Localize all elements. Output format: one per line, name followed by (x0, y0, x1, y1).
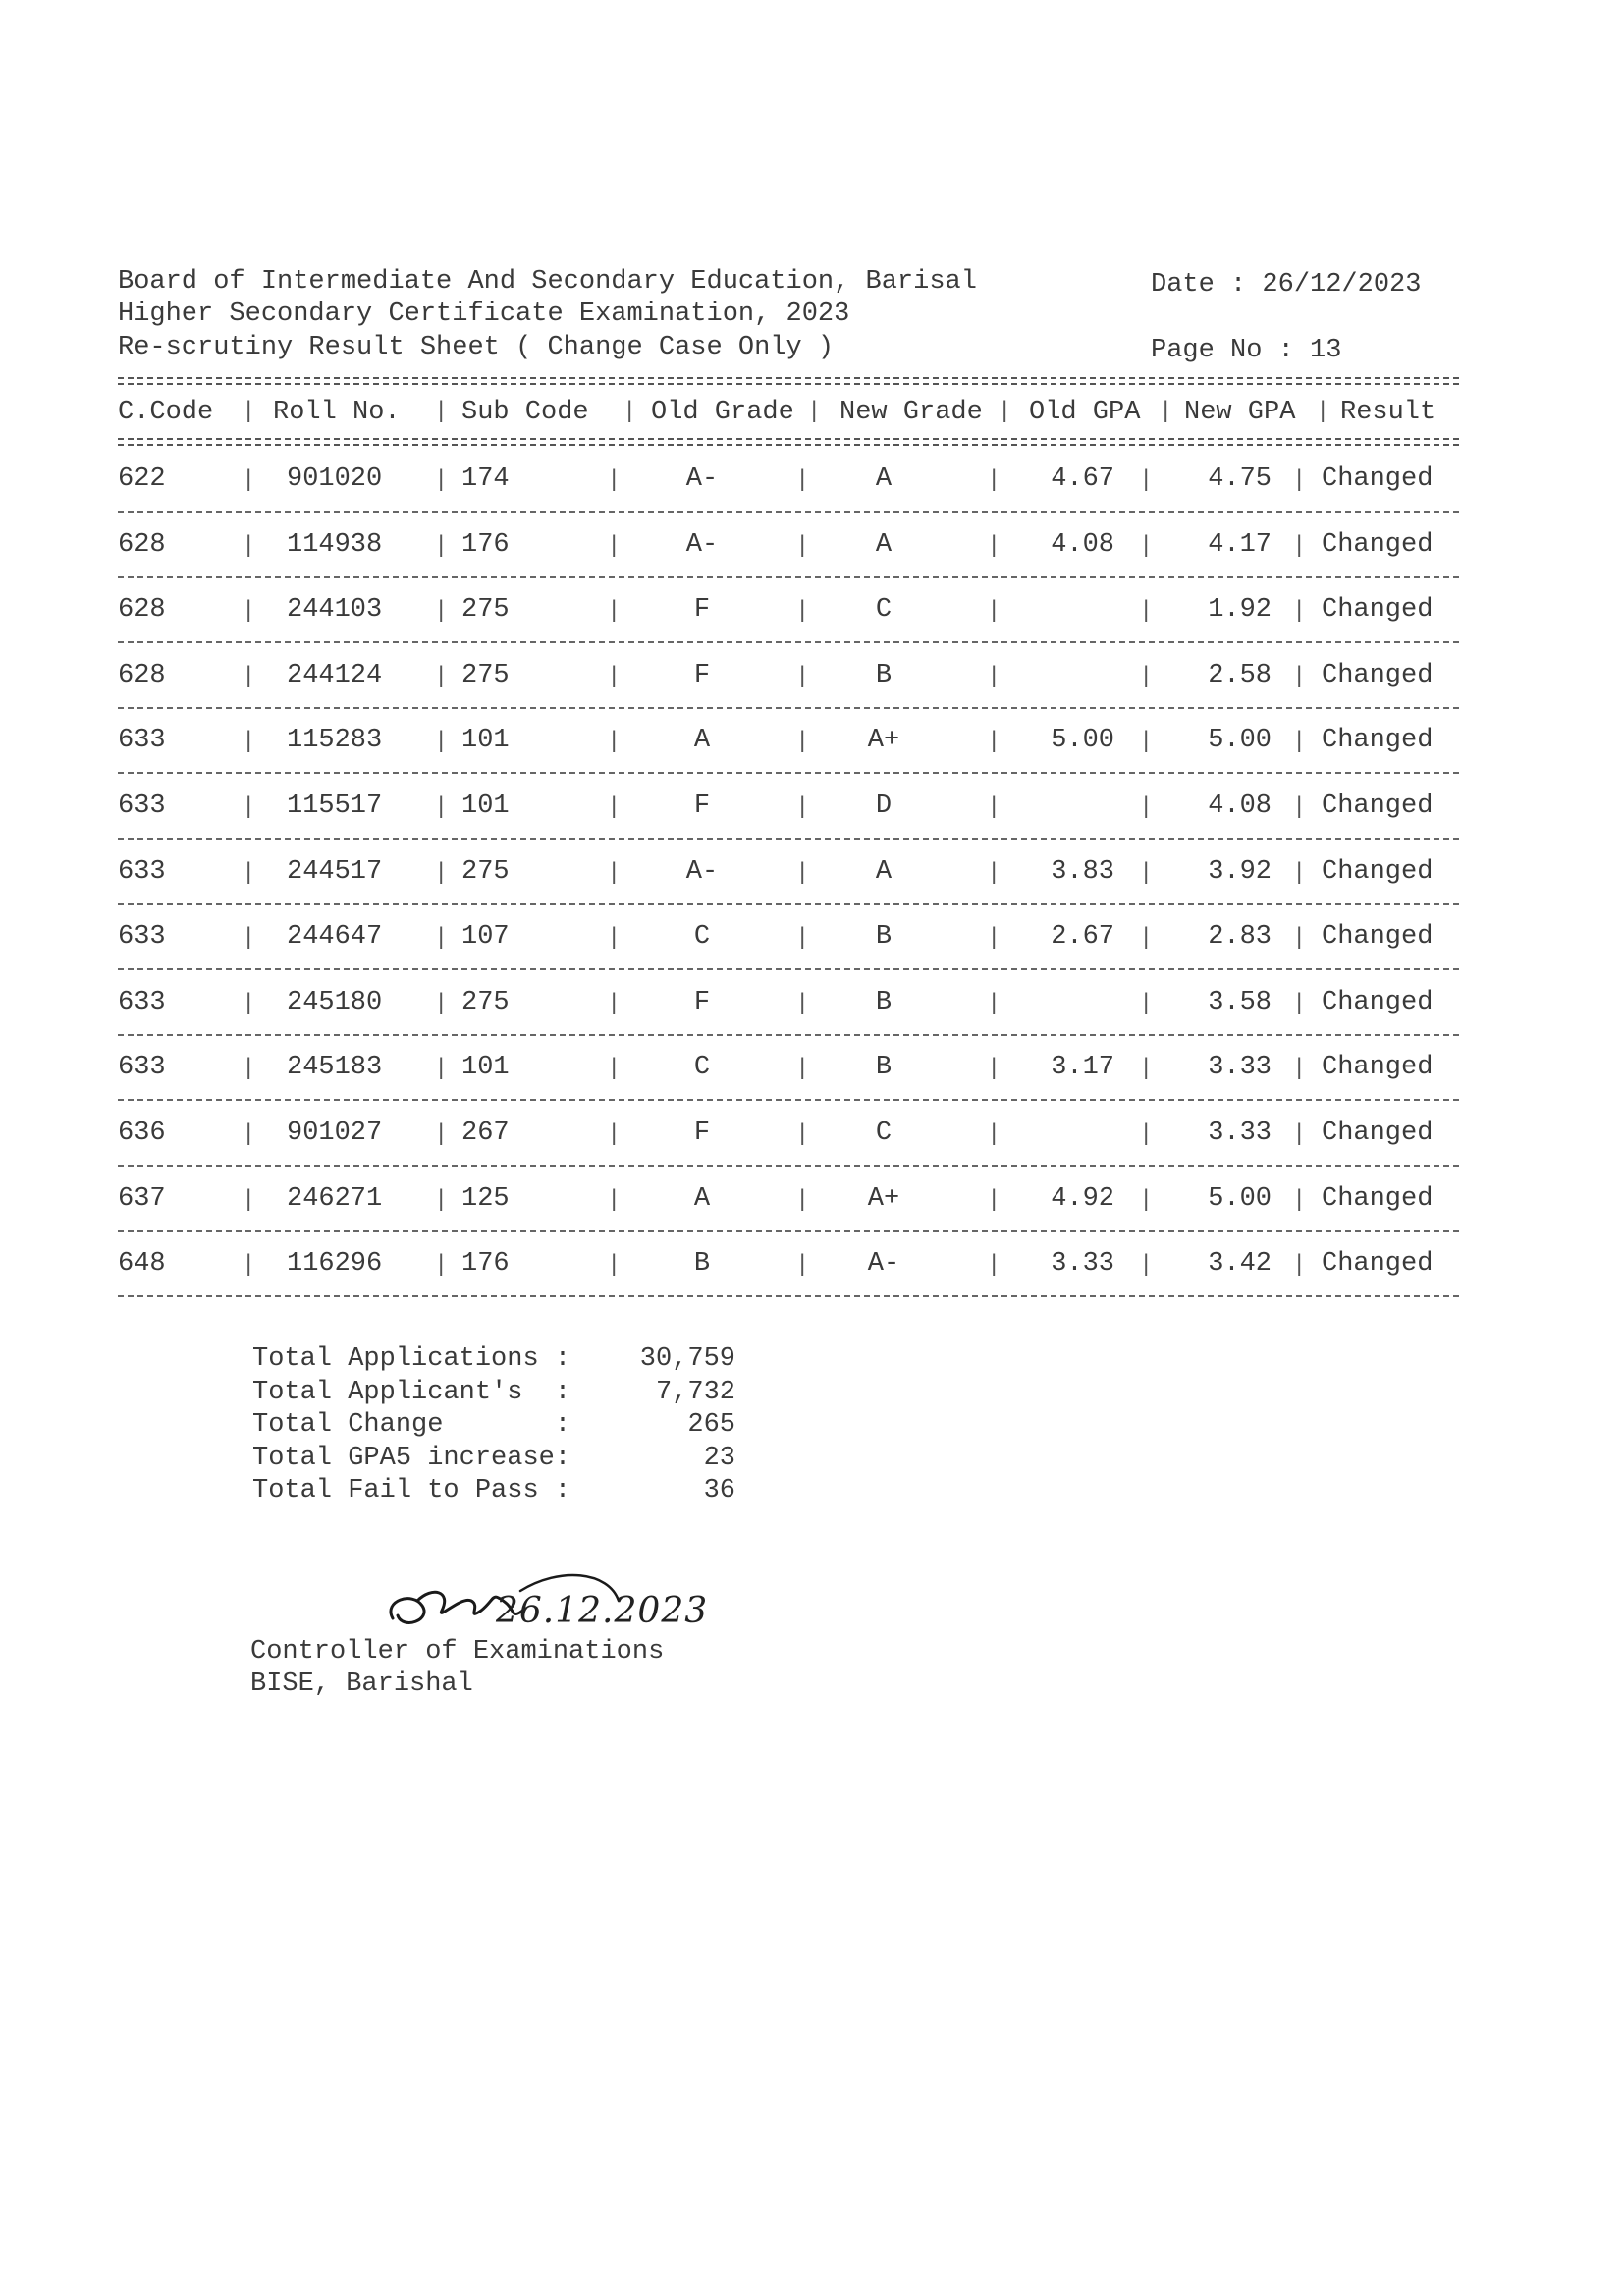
cell-ccode: 633 (118, 987, 166, 1017)
column-separator: | (987, 1056, 1001, 1083)
cell-new-gpa: 4.17 (1208, 529, 1272, 560)
cell-result: Changed (1322, 1119, 1434, 1148)
cell-old-gpa: 4.92 (1051, 1183, 1114, 1214)
column-separator: | (607, 859, 622, 887)
cell-result: Changed (1322, 726, 1434, 756)
cell-old-gpa: 2.67 (1051, 922, 1114, 953)
summary-value: 265 (687, 1410, 735, 1440)
cell-sub: 267 (461, 1119, 510, 1148)
column-separator: | (434, 1252, 449, 1280)
cell-roll: 245183 (287, 1053, 383, 1083)
cell-sub: 275 (461, 987, 510, 1017)
column-separator: | (1292, 1186, 1307, 1214)
cell-ccode: 622 (118, 465, 166, 494)
column-separator: | (607, 663, 622, 690)
cell-old-grade: F (693, 792, 711, 821)
cell-sub: 101 (461, 792, 510, 821)
column-separator: | (607, 925, 622, 953)
column-separator: | (434, 1186, 449, 1214)
cell-sub: 125 (461, 1183, 510, 1214)
cell-sub: 107 (461, 922, 510, 953)
column-separator: | (434, 1056, 449, 1083)
cell-ccode: 633 (118, 1053, 166, 1083)
column-separator: | (987, 532, 1001, 560)
cell-sub: 101 (461, 726, 510, 756)
column-separator: | (1139, 1121, 1154, 1148)
column-separator: | (807, 399, 822, 425)
column-separator: | (434, 990, 449, 1017)
column-separator: | (1139, 1252, 1154, 1280)
column-separator: | (434, 794, 449, 821)
column-separator: | (607, 467, 622, 494)
cell-ccode: 628 (118, 595, 166, 626)
cell-new-gpa: 4.75 (1208, 465, 1272, 494)
row-divider (118, 1165, 1459, 1167)
cell-roll: 901027 (287, 1119, 383, 1148)
signature-date: 26.12.2023 (496, 1591, 709, 1631)
cell-sub: 174 (461, 465, 510, 494)
cell-result: Changed (1322, 595, 1434, 626)
column-separator: | (795, 1056, 810, 1083)
column-separator: | (607, 598, 622, 626)
column-header: Old Grade (651, 398, 794, 427)
column-separator: | (1292, 859, 1307, 887)
column-separator: | (1292, 532, 1307, 560)
cell-new-grade: A- (867, 1249, 900, 1280)
cell-roll: 245180 (287, 987, 383, 1017)
header-rule-bottom (118, 438, 1459, 446)
cell-result: Changed (1322, 1183, 1434, 1214)
cell-roll: 114938 (287, 529, 383, 560)
column-separator: | (607, 729, 622, 756)
row-divider (118, 1295, 1459, 1297)
column-separator: | (434, 598, 449, 626)
column-separator: | (795, 925, 810, 953)
column-separator: | (242, 1186, 256, 1214)
row-divider (118, 1230, 1459, 1232)
summary-label: Total Change : (252, 1410, 571, 1440)
cell-old-grade: F (693, 595, 711, 626)
cell-old-grade: A- (685, 856, 719, 887)
cell-new-gpa: 5.00 (1208, 1183, 1272, 1214)
column-separator: | (623, 399, 637, 425)
cell-old-grade: A- (685, 465, 719, 494)
cell-sub: 275 (461, 660, 510, 690)
summary-value: 30,759 (639, 1344, 735, 1374)
column-header: C.Code (118, 398, 214, 427)
cell-new-grade: B (875, 922, 893, 953)
cell-old-grade: F (693, 987, 711, 1017)
column-separator: | (607, 532, 622, 560)
column-separator: | (1139, 663, 1154, 690)
cell-new-grade: A (875, 465, 893, 494)
column-separator: | (1292, 1121, 1307, 1148)
column-separator: | (242, 925, 256, 953)
cell-result: Changed (1322, 987, 1434, 1017)
summary-label: Total Applications : (252, 1344, 571, 1374)
cell-sub: 176 (461, 529, 510, 560)
column-separator: | (987, 859, 1001, 887)
cell-new-grade: D (875, 792, 893, 821)
cell-sub: 101 (461, 1053, 510, 1083)
cell-new-grade: B (875, 660, 893, 690)
column-separator: | (434, 399, 449, 425)
row-divider (118, 1099, 1459, 1101)
column-separator: | (1292, 729, 1307, 756)
cell-ccode: 633 (118, 792, 166, 821)
column-separator: | (1159, 399, 1173, 425)
summary-label: Total GPA5 increase: (252, 1443, 571, 1473)
cell-roll: 244647 (287, 922, 383, 953)
column-separator: | (987, 598, 1001, 626)
cell-roll: 244517 (287, 856, 383, 887)
column-separator: | (434, 859, 449, 887)
cell-sub: 176 (461, 1249, 510, 1280)
column-separator: | (1292, 598, 1307, 626)
summary-value: 23 (703, 1443, 735, 1473)
cell-new-grade: B (875, 987, 893, 1017)
column-separator: | (1139, 467, 1154, 494)
cell-old-grade: C (693, 922, 711, 953)
column-separator: | (1139, 859, 1154, 887)
row-divider (118, 968, 1459, 970)
column-separator: | (242, 663, 256, 690)
column-separator: | (987, 1252, 1001, 1280)
column-separator: | (607, 794, 622, 821)
column-separator: | (987, 925, 1001, 953)
signatory-title: Controller of Examinations (250, 1637, 665, 1667)
column-separator: | (987, 467, 1001, 494)
column-separator: | (795, 1186, 810, 1214)
row-divider (118, 707, 1459, 709)
summary-label: Total Applicant's : (252, 1377, 571, 1407)
cell-ccode: 648 (118, 1249, 166, 1280)
column-header: New Grade (839, 398, 983, 427)
column-header: Old GPA (1029, 398, 1141, 427)
cell-sub: 275 (461, 856, 510, 887)
column-separator: | (1139, 925, 1154, 953)
cell-new-gpa: 2.83 (1208, 922, 1272, 953)
cell-roll: 901020 (287, 465, 383, 494)
column-separator: | (1139, 598, 1154, 626)
cell-new-gpa: 3.33 (1208, 1053, 1272, 1083)
column-separator: | (242, 1056, 256, 1083)
column-separator: | (795, 598, 810, 626)
cell-new-grade: C (875, 595, 893, 626)
column-header: Sub Code (461, 398, 589, 427)
column-separator: | (242, 794, 256, 821)
column-separator: | (1139, 532, 1154, 560)
row-divider (118, 511, 1459, 513)
column-separator: | (434, 1121, 449, 1148)
cell-result: Changed (1322, 660, 1434, 690)
cell-roll: 244124 (287, 660, 383, 690)
exam-name: Higher Secondary Certificate Examination, 2023 (118, 300, 850, 329)
cell-new-grade: A (875, 529, 893, 560)
column-separator: | (1139, 990, 1154, 1017)
column-separator: | (1139, 1056, 1154, 1083)
column-separator: | (1292, 467, 1307, 494)
column-separator: | (795, 532, 810, 560)
column-separator: | (795, 467, 810, 494)
column-separator: | (987, 794, 1001, 821)
column-separator: | (795, 729, 810, 756)
cell-old-gpa: 3.17 (1051, 1053, 1114, 1083)
cell-result: Changed (1322, 1053, 1434, 1083)
cell-old-grade: A (693, 1183, 711, 1214)
summary-value: 7,732 (655, 1377, 735, 1407)
summary-value: 36 (703, 1476, 735, 1505)
column-separator: | (242, 467, 256, 494)
cell-result: Changed (1322, 792, 1434, 821)
cell-ccode: 633 (118, 856, 166, 887)
sheet-date: Date : 26/12/2023 (1151, 270, 1422, 300)
cell-new-gpa: 3.33 (1208, 1119, 1272, 1148)
column-separator: | (607, 1121, 622, 1148)
column-separator: | (242, 729, 256, 756)
cell-new-gpa: 5.00 (1208, 726, 1272, 756)
cell-roll: 244103 (287, 595, 383, 626)
column-separator: | (242, 1121, 256, 1148)
column-separator: | (607, 1252, 622, 1280)
column-separator: | (998, 399, 1012, 425)
column-separator: | (434, 729, 449, 756)
column-separator: | (987, 1121, 1001, 1148)
column-separator: | (1292, 990, 1307, 1017)
cell-sub: 275 (461, 595, 510, 626)
cell-roll: 116296 (287, 1249, 383, 1280)
cell-new-grade: A+ (867, 726, 900, 756)
column-separator: | (607, 1056, 622, 1083)
column-separator: | (1139, 729, 1154, 756)
row-divider (118, 772, 1459, 774)
row-divider (118, 576, 1459, 578)
cell-ccode: 636 (118, 1119, 166, 1148)
cell-result: Changed (1322, 856, 1434, 887)
row-divider (118, 903, 1459, 905)
cell-old-grade: A (693, 726, 711, 756)
cell-ccode: 628 (118, 660, 166, 690)
cell-new-gpa: 3.58 (1208, 987, 1272, 1017)
column-separator: | (1139, 1186, 1154, 1214)
cell-roll: 115517 (287, 792, 383, 821)
page-number: Page No : 13 (1151, 336, 1342, 365)
column-separator: | (607, 1186, 622, 1214)
column-header: Roll No. (273, 398, 401, 427)
board-name: Board of Intermediate And Secondary Education, Barisal (118, 267, 977, 297)
cell-old-gpa: 4.08 (1051, 529, 1114, 560)
cell-roll: 246271 (287, 1183, 383, 1214)
column-separator: | (242, 598, 256, 626)
column-separator: | (1139, 794, 1154, 821)
column-separator: | (242, 990, 256, 1017)
cell-old-grade: B (693, 1249, 711, 1280)
cell-old-gpa: 5.00 (1051, 726, 1114, 756)
cell-ccode: 637 (118, 1183, 166, 1214)
cell-roll: 115283 (287, 726, 383, 756)
cell-new-gpa: 1.92 (1208, 595, 1272, 626)
cell-old-gpa: 3.83 (1051, 856, 1114, 887)
cell-ccode: 633 (118, 726, 166, 756)
cell-new-grade: B (875, 1053, 893, 1083)
cell-new-grade: C (875, 1119, 893, 1148)
cell-old-grade: C (693, 1053, 711, 1083)
column-separator: | (434, 467, 449, 494)
column-separator: | (987, 1186, 1001, 1214)
row-divider (118, 838, 1459, 840)
cell-result: Changed (1322, 1249, 1434, 1280)
cell-ccode: 633 (118, 922, 166, 953)
cell-result: Changed (1322, 922, 1434, 953)
cell-ccode: 628 (118, 529, 166, 560)
summary-label: Total Fail to Pass : (252, 1476, 571, 1505)
sheet-title: Re-scrutiny Result Sheet ( Change Case Only ) (118, 333, 835, 362)
column-separator: | (1292, 925, 1307, 953)
column-separator: | (795, 663, 810, 690)
column-separator: | (1292, 1252, 1307, 1280)
row-divider (118, 1034, 1459, 1036)
cell-new-gpa: 4.08 (1208, 792, 1272, 821)
column-separator: | (795, 1121, 810, 1148)
column-separator: | (434, 663, 449, 690)
column-header: Result (1340, 398, 1436, 427)
column-separator: | (1292, 1056, 1307, 1083)
signatory-office: BISE, Barishal (250, 1669, 473, 1699)
column-separator: | (1292, 663, 1307, 690)
column-separator: | (242, 1252, 256, 1280)
cell-old-grade: F (693, 660, 711, 690)
column-separator: | (434, 925, 449, 953)
cell-old-grade: F (693, 1119, 711, 1148)
row-divider (118, 641, 1459, 643)
column-separator: | (795, 859, 810, 887)
cell-new-grade: A (875, 856, 893, 887)
cell-new-gpa: 3.92 (1208, 856, 1272, 887)
column-separator: | (987, 990, 1001, 1017)
cell-new-gpa: 2.58 (1208, 660, 1272, 690)
cell-old-grade: A- (685, 529, 719, 560)
cell-new-gpa: 3.42 (1208, 1249, 1272, 1280)
column-separator: | (434, 532, 449, 560)
header-rule-top (118, 377, 1459, 385)
column-separator: | (987, 729, 1001, 756)
cell-old-gpa: 4.67 (1051, 465, 1114, 494)
column-separator: | (607, 990, 622, 1017)
column-separator: | (795, 990, 810, 1017)
cell-result: Changed (1322, 465, 1434, 494)
column-separator: | (987, 663, 1001, 690)
cell-new-grade: A+ (867, 1183, 900, 1214)
cell-result: Changed (1322, 529, 1434, 560)
column-separator: | (1316, 399, 1330, 425)
column-separator: | (795, 794, 810, 821)
cell-old-gpa: 3.33 (1051, 1249, 1114, 1280)
column-separator: | (1292, 794, 1307, 821)
column-separator: | (242, 859, 256, 887)
column-header: New GPA (1184, 398, 1296, 427)
column-separator: | (795, 1252, 810, 1280)
column-separator: | (242, 532, 256, 560)
column-separator: | (242, 399, 256, 425)
